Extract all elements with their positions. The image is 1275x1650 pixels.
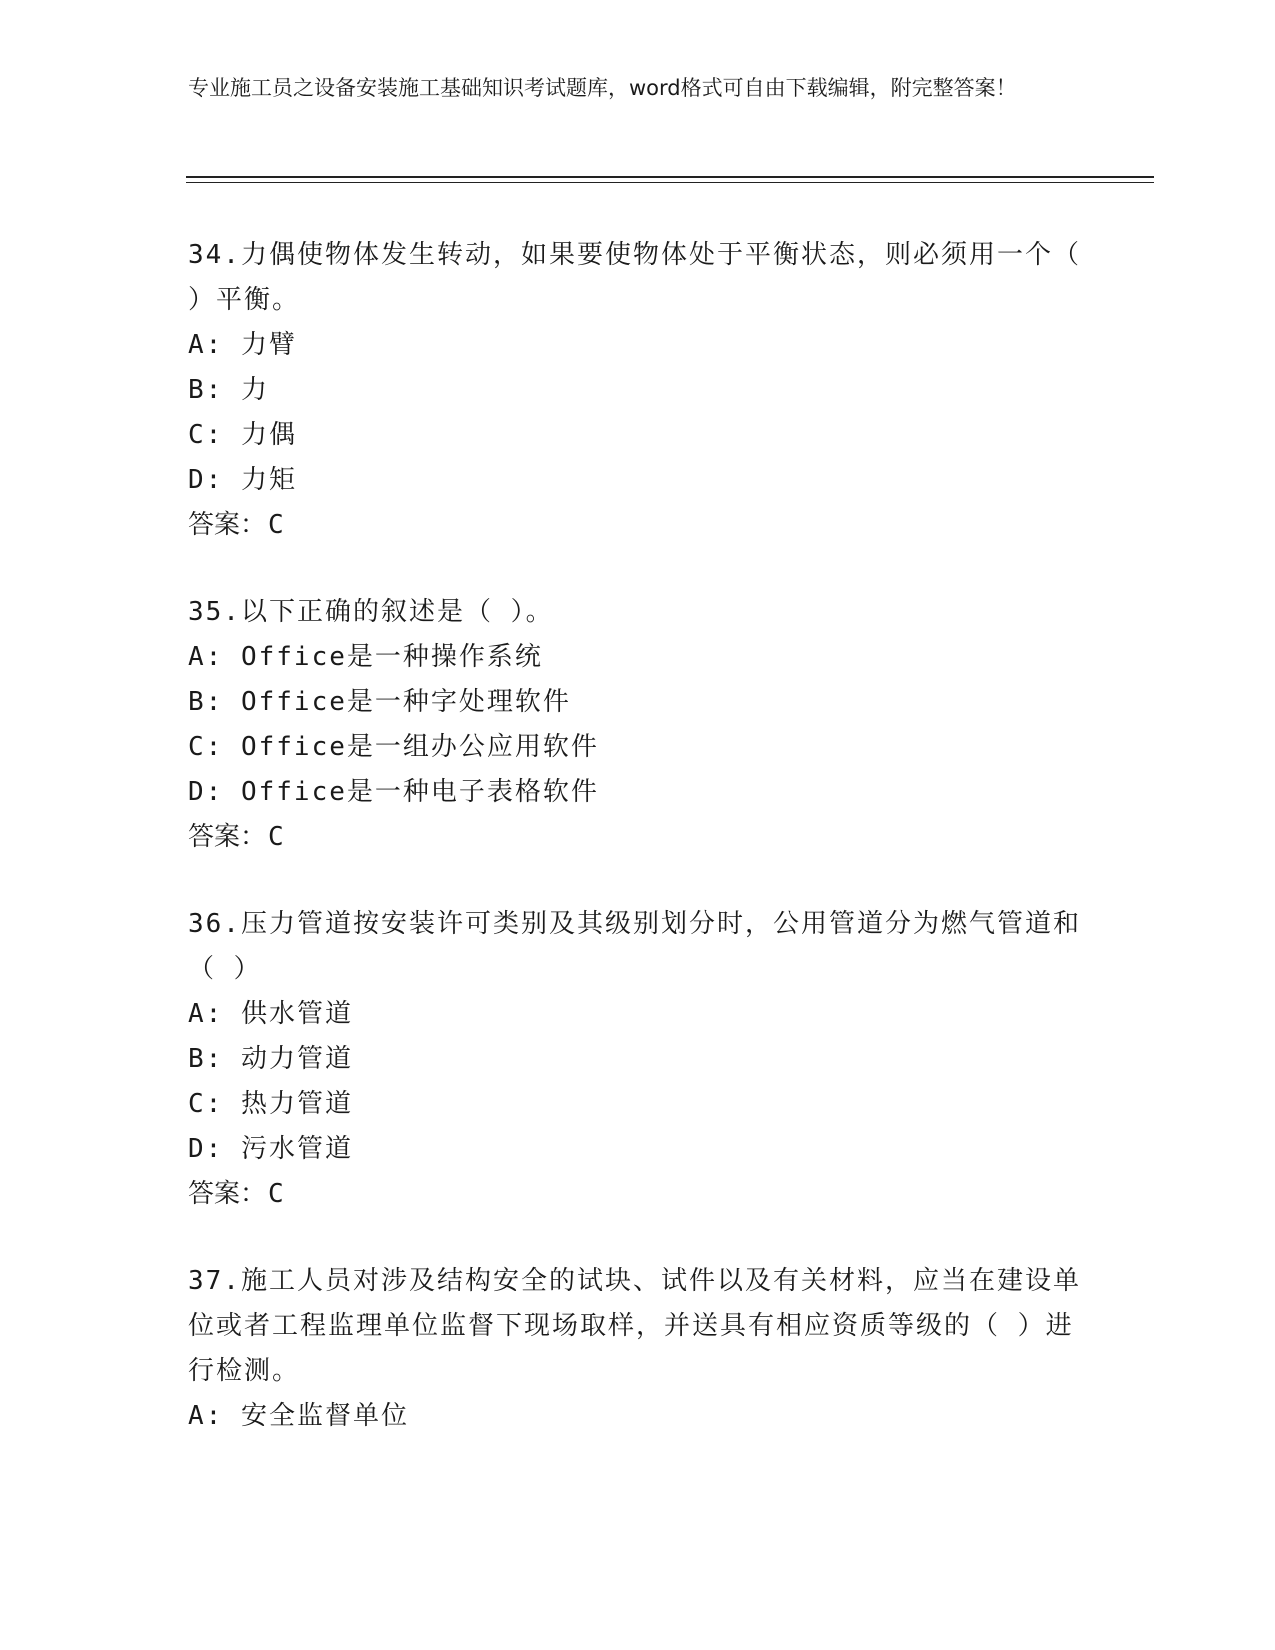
answer-label: 答案： bbox=[188, 1179, 267, 1209]
header-rule-thin bbox=[186, 182, 1154, 183]
option-b: B: 动力管道 bbox=[188, 1044, 353, 1074]
option-b: B: Office是一种字处理软件 bbox=[188, 687, 571, 717]
answer-value: C bbox=[268, 1179, 284, 1209]
answer-label: 答案： bbox=[188, 822, 267, 852]
question-34 bbox=[188, 233, 1088, 548]
answer bbox=[188, 815, 1088, 860]
answer-label: 答案： bbox=[188, 510, 267, 540]
option-d: D: 污水管道 bbox=[188, 1134, 353, 1164]
option-c: C: 热力管道 bbox=[188, 1089, 353, 1119]
question-list bbox=[188, 233, 1088, 1481]
option-c: C: Office是一组办公应用软件 bbox=[188, 732, 599, 762]
question-35 bbox=[188, 590, 1088, 860]
answer-value: C bbox=[268, 510, 284, 540]
header-rule-thick bbox=[186, 176, 1154, 178]
option-a: A: 供水管道 bbox=[188, 999, 353, 1029]
option-a: A: 力臂 bbox=[188, 330, 297, 360]
option-a: A: 安全监督单位 bbox=[188, 1401, 409, 1431]
answer bbox=[188, 503, 1088, 548]
answer-value: C bbox=[268, 822, 284, 852]
document-header: 专业施工员之设备安装施工基础知识考试题库，word格式可自由下载编辑，附完整答案！ bbox=[188, 76, 1017, 100]
question-stem: 36.压力管道按安装许可类别及其级别划分时，公用管道分为燃气管道和（ ） bbox=[188, 909, 1081, 984]
answer bbox=[188, 1172, 1088, 1217]
option-c: C: 力偶 bbox=[188, 420, 297, 450]
question-stem: 35.以下正确的叙述是（ ）。 bbox=[188, 597, 554, 627]
question-stem: 37.施工人员对涉及结构安全的试块、试件以及有关材料，应当在建设单位或者工程监理单位监督下现场取样，并送具有相应资质等级的（ ）进行检测。 bbox=[188, 1266, 1081, 1386]
option-d: D: Office是一种电子表格软件 bbox=[188, 777, 599, 807]
question-37 bbox=[188, 1259, 1088, 1439]
option-b: B: 力 bbox=[188, 375, 269, 405]
option-a: A: Office是一种操作系统 bbox=[188, 642, 543, 672]
question-36 bbox=[188, 902, 1088, 1217]
question-stem: 34.力偶使物体发生转动，如果要使物体处于平衡状态，则必须用一个（ ）平衡。 bbox=[188, 240, 1081, 315]
option-d: D: 力矩 bbox=[188, 465, 297, 495]
